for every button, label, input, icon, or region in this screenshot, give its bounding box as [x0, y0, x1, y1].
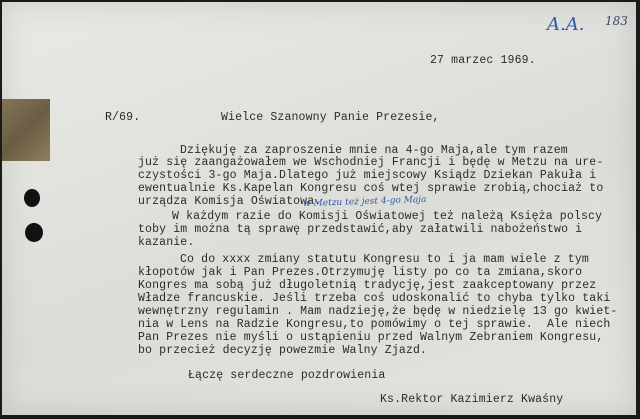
handwritten-initials: A.A. [547, 14, 585, 35]
body-line: Pan Prezes nie myśli o ustąpieniu przed Walnym Zebraniem Kongresu, [138, 331, 604, 344]
salutation: Wielce Szanowny Panie Prezesie, [221, 111, 440, 124]
punch-hole [25, 223, 43, 242]
page-number: 183 [605, 14, 628, 28]
body-line: toby im można tą sprawę przedstawić,aby załatwili nabożeństwo i [138, 223, 583, 236]
closing-line: Łączę serdeczne pozdrowienia [188, 369, 386, 382]
body-line: bo przecież decyzję powezmie Walny Zjazd. [138, 344, 428, 357]
letter-sheet [2, 2, 636, 415]
body-line: Kongres ma sobą już długoletnią tradycję,jest zaakceptowany przez [138, 279, 597, 292]
body-line: ewentualnie Ks.Kapelan Kongresu coś wtej sprawie zrobią,chociaż to [138, 182, 604, 195]
signature: Ks.Rektor Kazimierz Kwaśny [380, 393, 564, 406]
letter-date: 27 marzec 1969. [430, 54, 536, 67]
reference-number: R/69. [105, 111, 141, 124]
body-line: W każdym razie do Komisji Oświatowej też należą Księża polscy [172, 210, 603, 223]
adhesive-tape-mark [2, 99, 50, 161]
body-line: Co do xxxx zmiany statutu Kongresu to i ja mam wiele z tym [180, 253, 589, 266]
body-line: urządza Komisja Oświatowa. [138, 195, 322, 208]
body-line: czystości 3-go Maja.Dlatego już miejscowy Ksiądz Dziekan Pakuła i [138, 169, 597, 182]
body-line: już się zaangażowałem we Wschodniej Francji i będę w Metzu na ure- [138, 156, 604, 169]
handwritten-insertion: w Metzu też jest 4-go Maja [302, 194, 427, 210]
body-line: Władze francuskie. Jeśli trzeba coś udoskonalić to chyba tylko taki [138, 292, 611, 305]
body-line: nia w Lens na Radzie Kongresu,to pomówimy o tej sprawie. Ale niech [138, 318, 611, 331]
body-line: Dziękuję za zaproszenie mnie na 4-go Maja,ale tym razem [180, 144, 568, 157]
body-line: kłopotów jak i Pan Prezes.Otrzymuję listy po co ta zmiana,skoro [138, 266, 583, 279]
body-line: wewnętrzny regulamin . Mam nadzieję,że będę w niedzielę 13 go kwiet- [138, 305, 618, 318]
punch-hole [24, 189, 40, 207]
body-line: kazanie. [138, 236, 195, 249]
